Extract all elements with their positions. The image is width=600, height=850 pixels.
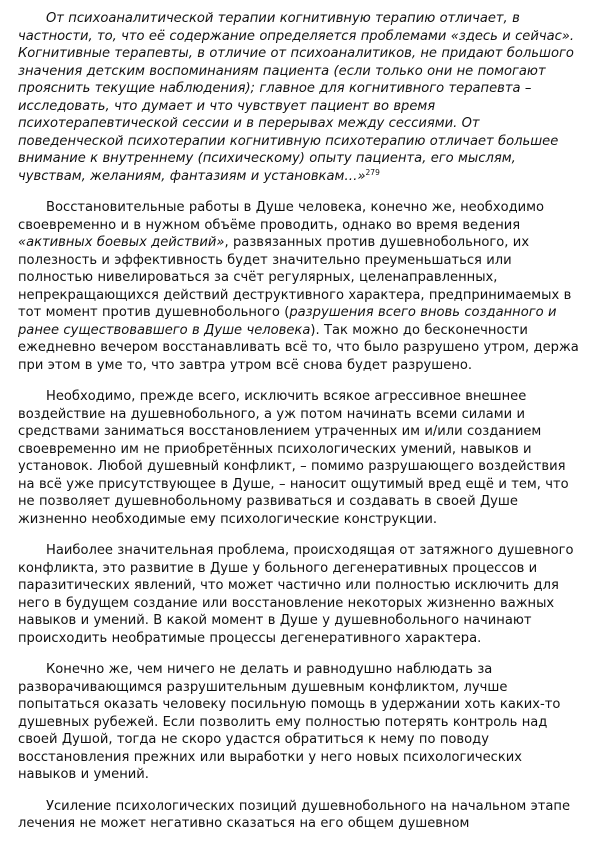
footnote-marker[interactable]: 279 [365, 167, 380, 177]
paragraph-text: ). Так можно до бесконечности ежедневно вечером восстанавливать всё то, что было разрушено утром, держа при этом в уме то, что завтра утром всё снова будет разрушено. [18, 322, 579, 373]
italic-phrase: разрушения всего вновь созданного и ранее существовавшего в Душе человека [18, 305, 557, 338]
quote-text: От психоаналитической терапии когнитивную терапию отличает, в частности, то, что её содержание определяется проблемами «здесь и сейчас». Когнитивные терапевты, в отличие от психоаналитиков, не придают большого значения детским воспоминаниям пациента (если только они не помогают прояснить текущие наблюдения); главное для когнитивного терапевта – исследовать, что думает и что чувствует пациент во время психотерапевтической сессии и в перерывах между сессиями. От поведенческой психотерапии когнитивную психотерапию отличает большее внимание к внутреннему (психическому) опыту пациента, его мыслям, чувствам, желаниям, фантазиям и установкам…» [18, 11, 575, 184]
paragraph-restoration [18, 199, 584, 374]
italic-phrase: «активных боевых действий» [18, 235, 225, 250]
document-page [18, 10, 584, 833]
paragraph-text: Восстановительные работы в Душе человека, конечно же, необходимо своевременно и в нужном объёме проводить, однако во время ведения [18, 200, 545, 233]
paragraph-problem: Наиболее значительная проблема, происходящая от затяжного душевного конфликта, это развитие в Душе у больного дегенеративных процессов и паразитических явлений, что может частично или полностью исключить для него в будущем создание или восстановление некоторых жизненно важных навыков и умений. В какой момент в Душе у душевнобольного начинают происходить необратимые процессы дегенеративного характера. [18, 543, 574, 646]
paragraph-text: , развязанных против душевнобольного, их полезность и эффективность будет значительно преуменьшаться или полностью нивелироваться за счёт регулярных, целенаправленных, непрекращающихся действий деструктивного характера, предпринимаемых в тот момент против душевнобольного ( [18, 235, 572, 320]
paragraph-exclusion: Необходимо, прежде всего, исключить всякое агрессивное внешнее воздействие на душевнобольного, а уж потом начинать всеми силами и средствами заниматься восстановлением утраченных им и/или созданием своевременно им не приобретённых психологических умений, навыков и установок. Любой душевный конфликт, – помимо разрушающего воздействия на всё уже присутствующее в Душе, – наносит ощутимый вред ещё и тем, что не позволяет душевнобольному развиваться и создавать в своей Душе жизненно необходимые ему психологические конструкции. [18, 389, 569, 527]
paragraph-strengthening: Усиление психологических позиций душевнобольного на начальном этапе лечения не может негативно сказаться на его общем душевном [18, 798, 571, 831]
quote-paragraph [18, 10, 584, 185]
paragraph-help: Конечно же, чем ничего не делать и равнодушно наблюдать за разворачивающимся разрушительным душевным конфликтом, лучше попытаться оказать человеку посильную помощь в удержании хоть каких-то душевных рубежей. Если позволить ему полностью потерять контроль над своей Душой, тогда не скоро удастся обратиться к нему по поводу восстановления прежних или выработки у него новых психологических навыков и умений. [18, 662, 561, 782]
